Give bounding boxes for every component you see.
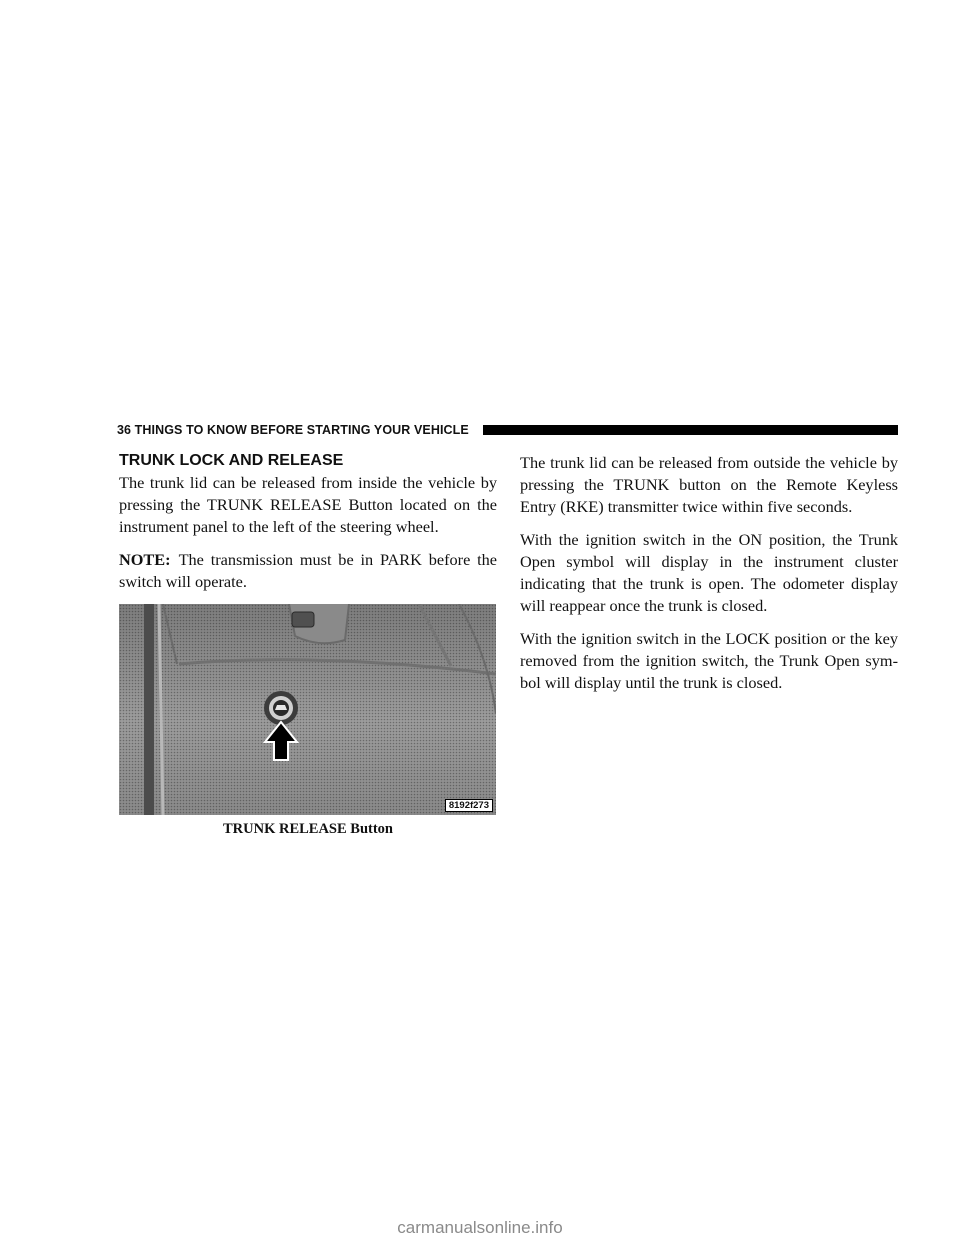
figure-code: 8192f273 bbox=[445, 799, 493, 812]
header-rule bbox=[483, 425, 898, 435]
trunk-release-illustration bbox=[119, 604, 496, 815]
note-text: The transmission must be in PARK before the switch will operate. bbox=[119, 550, 497, 591]
section-title: TRUNK LOCK AND RELEASE bbox=[119, 452, 344, 469]
ignition-lock-paragraph: With the ignition switch in the LOCK position or the key removed from the ignition switch, the Trunk Open sym- bol will display until the trunk is closed. bbox=[520, 629, 898, 692]
rke-paragraph: The trunk lid can be released from outside the vehicle by pressing the TRUNK button on the Remote Keyless Entry (RKE) transmitter twice within five seconds. bbox=[520, 453, 898, 516]
watermark: carmanualsonline.info bbox=[397, 1218, 563, 1237]
running-head bbox=[117, 423, 898, 437]
left-column bbox=[119, 452, 497, 838]
intro-paragraph: The trunk lid can be released from inside the vehicle by pressing the TRUNK RELEASE Button located on the instrument panel to the left of the steering wheel. bbox=[119, 473, 497, 536]
page-number-and-chapter: 36 THINGS TO KNOW BEFORE STARTING YOUR VEHICLE bbox=[117, 423, 469, 437]
note-paragraph bbox=[119, 549, 497, 593]
ignition-on-paragraph: With the ignition switch in the ON position, the Trunk Open symbol will display in the instrument cluster indicating that the trunk is open. The odometer display will reappear once the trunk is closed. bbox=[520, 530, 898, 615]
right-column bbox=[520, 452, 898, 705]
note-label: NOTE: bbox=[119, 550, 171, 569]
figure-caption: TRUNK RELEASE Button bbox=[222, 821, 393, 837]
trunk-release-figure bbox=[119, 604, 496, 815]
